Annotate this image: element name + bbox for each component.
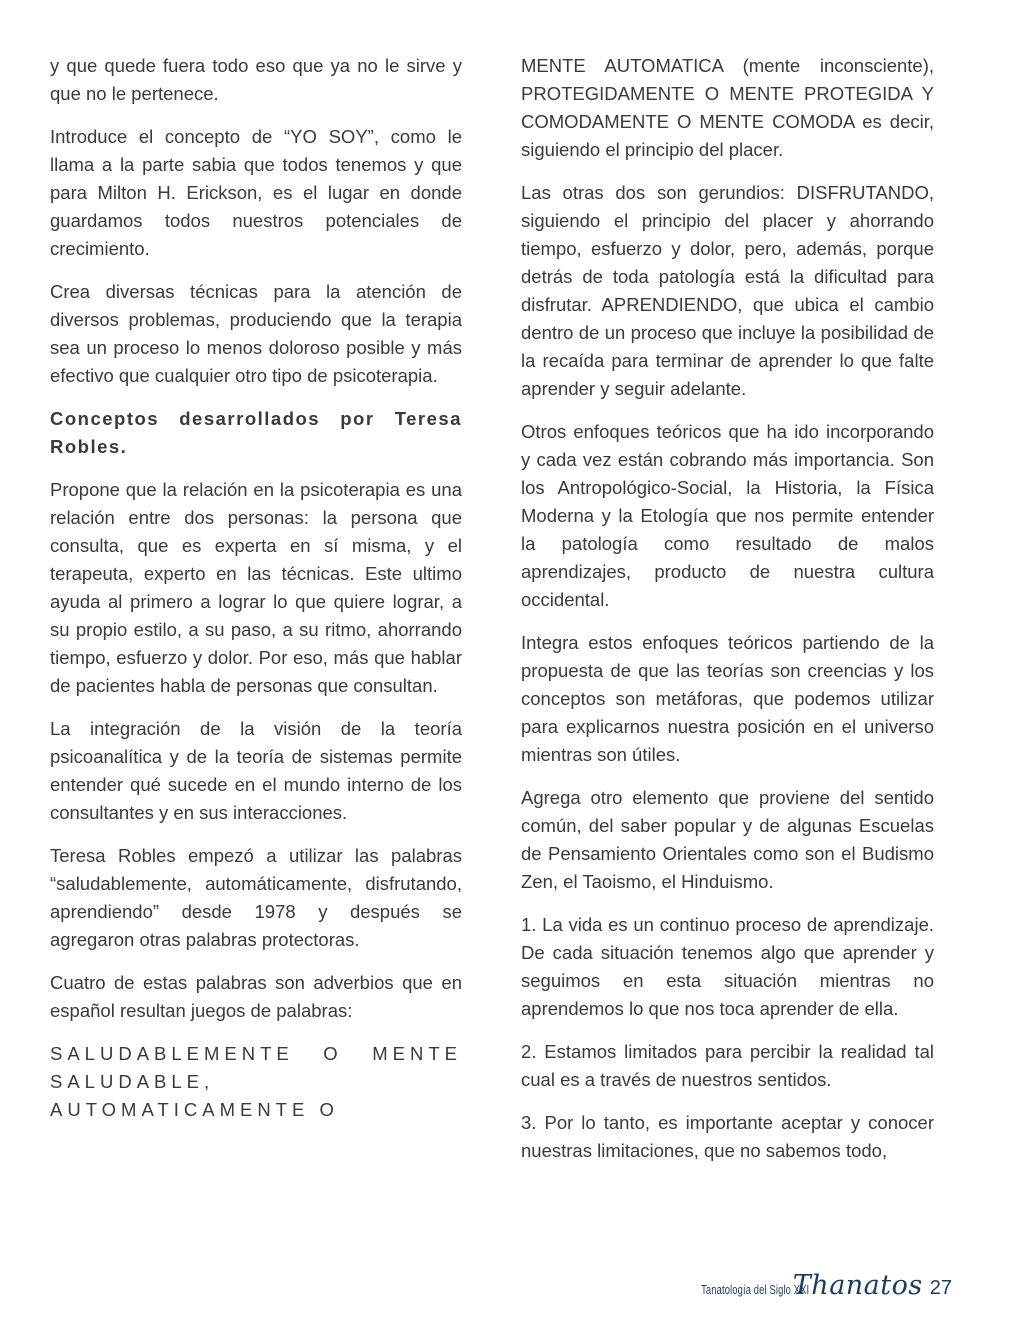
paragraph: Las otras dos son gerundios: DISFRUTANDO, siguiendo el principio del placer y ahorrando tiempo, esfuerzo y dolor, pero, además, porque detrás de toda patología está la dificultad para disfrutar. APRENDIENDO, que ubica el cambio dentro de un proceso que incluye la posibilidad de la recaída para terminar de aprender lo que falte aprender y seguir adelante. (521, 182, 934, 399)
list-item: 1. La vida es un continuo proceso de aprendizaje. De cada situación tenemos algo que aprender y seguimos en esta situación mientras no aprendemos lo que nos toca aprender de ella. (521, 914, 934, 1019)
paragraph: Crea diversas técnicas para la atención de diversos problemas, produciendo que la terapia sea un proceso lo menos doloroso posible y más efectivo que cualquier otro tipo de psicoterapia. (50, 281, 462, 386)
paragraph: Introduce el concepto de “YO SOY”, como le llama a la parte sabia que todos tenemos y que para Milton H. Erickson, es el lugar en donde guardamos todos nuestros potenciales de crecimiento. (50, 126, 462, 259)
paragraph: Integra estos enfoques teóricos partiendo de la propuesta de que las teorías son creencias y los conceptos son metáforas, que podemos utilizar para explicarnos nuestra posición en el universo mientras son útiles. (521, 632, 934, 765)
right-column (521, 52, 934, 1180)
list-item: 2. Estamos limitados para percibir la realidad tal cual es a través de nuestros sentidos. (521, 1041, 934, 1090)
paragraph: Otros enfoques teóricos que ha ido incorporando y cada vez están cobrando más importancia. Son los Antropológico-Social, la Historia, la Física Moderna y la Etología que nos permite entender la patología como resultado de malos aprendizajes, producto de nuestra cultura occidental. (521, 421, 934, 610)
page-number: 27 (929, 1277, 952, 1299)
thanatos-logo: Thanatos (792, 1270, 923, 1301)
publication-name: Tanatología del Siglo XXI (700, 1282, 809, 1297)
paragraph: SALUDABLEMENTE O MENTE SALUDABLE, AUTOMATICAMENTE O (50, 1043, 462, 1120)
paragraph: La integración de la visión de la teoría psicoanalítica y de la teoría de sistemas permite entender qué sucede en el mundo interno de los consultantes y en sus interacciones. (50, 718, 462, 823)
page-footer (659, 1270, 952, 1301)
list-item: 3. Por lo tanto, es importante aceptar y conocer nuestras limitaciones, que no sabemos todo, (521, 1112, 934, 1161)
paragraph: Cuatro de estas palabras son adverbios que en español resultan juegos de palabras: (50, 972, 462, 1021)
paragraph: MENTE AUTOMATICA (mente inconsciente), PROTEGIDAMENTE O MENTE PROTEGIDA Y COMODAMENTE O MENTE COMODA es decir, siguiendo el principio del placer. (521, 55, 934, 160)
paragraph: Propone que la relación en la psicoterapia es una relación entre dos personas: la persona que consulta, que es experta en sí misma, y el terapeuta, experto en las técnicas. Este ultimo ayuda al primero a lograr lo que quiere lograr, a su propio estilo, a su paso, a su ritmo, ahorrando tiempo, esfuerzo y dolor. Por eso, más que hablar de pacientes habla de personas que consultan. (50, 479, 462, 696)
section-heading: Conceptos desarrollados por Teresa Robles. (50, 408, 462, 457)
paragraph: y que quede fuera todo eso que ya no le sirve y que no le pertenece. (50, 55, 462, 104)
paragraph: Teresa Robles empezó a utilizar las palabras “saludablemente, automáticamente, disfrutando, aprendiendo” desde 1978 y después se agregaron otras palabras protectoras. (50, 845, 462, 950)
paragraph: Agrega otro elemento que proviene del sentido común, del saber popular y de algunas Escuelas de Pensamiento Orientales como son el Budismo Zen, el Taoismo, el Hinduismo. (521, 787, 934, 892)
left-column (50, 52, 462, 1139)
